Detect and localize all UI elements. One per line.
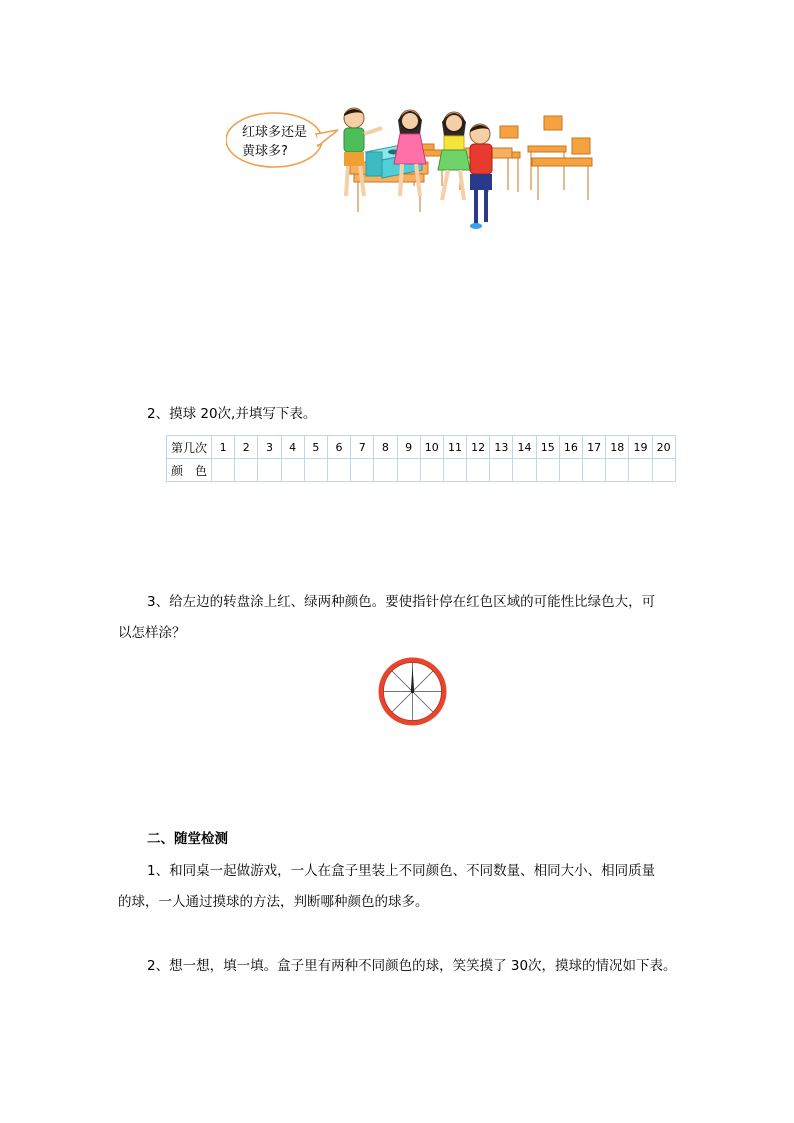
table-cell: 4 [281, 436, 304, 459]
child-girl-pink [394, 110, 426, 196]
table-cell: 11 [443, 436, 466, 459]
empty-cell[interactable] [443, 459, 466, 482]
section-2-q2: 2、想一想，填一填。盒子里有两种不同颜色的球，笑笑摸了 30次，摸球的情况如下表。 [147, 958, 677, 974]
empty-cell[interactable] [606, 459, 629, 482]
table-cell: 19 [629, 436, 652, 459]
task-3-line-2: 以怎样涂？ [118, 625, 186, 641]
empty-cell[interactable] [235, 459, 258, 482]
empty-cell[interactable] [467, 459, 490, 482]
table-row [167, 459, 676, 482]
table-cell: 2 [235, 436, 258, 459]
section-2-q1-line-1: 1、和同桌一起做游戏，一人在盒子里装上不同颜色、不同数量、相同大小、相同质量 [147, 863, 656, 879]
table-cell: 13 [490, 436, 513, 459]
row-header-trial: 第几次 [167, 436, 212, 459]
table-cell: 16 [559, 436, 582, 459]
empty-cell[interactable] [629, 459, 652, 482]
empty-cell[interactable] [583, 459, 606, 482]
task-3-line-1: 3、给左边的转盘涂上红、绿两种颜色。要使指针停在红色区域的可能性比绿色大，可 [147, 594, 656, 610]
table-cell: 9 [397, 436, 420, 459]
empty-cell[interactable] [490, 459, 513, 482]
table-cell: 1 [212, 436, 235, 459]
spinner-wheel[interactable] [375, 654, 450, 729]
empty-cell[interactable] [536, 459, 559, 482]
empty-cell[interactable] [351, 459, 374, 482]
bubble-line-1: 红球多还是 [242, 125, 308, 140]
children-classroom-illustration [226, 104, 606, 232]
empty-cell[interactable] [281, 459, 304, 482]
table-cell: 14 [513, 436, 536, 459]
section-2-heading: 二、随堂检测 [147, 831, 228, 847]
task-2-instruction: 2、摸球 20次,并填写下表。 [147, 406, 317, 422]
table-row [167, 436, 676, 459]
empty-cell[interactable] [559, 459, 582, 482]
table-cell: 10 [420, 436, 443, 459]
row-header-color: 颜 色 [167, 459, 212, 482]
empty-cell[interactable] [513, 459, 536, 482]
section-2-q1-line-2: 的球，一人通过摸球的方法，判断哪种颜色的球多。 [118, 894, 429, 910]
table-cell: 18 [606, 436, 629, 459]
speech-bubble [226, 113, 338, 167]
bubble-line-2: 黄球多? [242, 144, 288, 159]
empty-cell[interactable] [258, 459, 281, 482]
child-girl-yellow [438, 112, 470, 200]
child-boy-red [470, 124, 492, 229]
table-cell: 7 [351, 436, 374, 459]
empty-cell[interactable] [652, 459, 675, 482]
empty-cell[interactable] [397, 459, 420, 482]
empty-cell[interactable] [327, 459, 350, 482]
empty-cell[interactable] [374, 459, 397, 482]
empty-cell[interactable] [304, 459, 327, 482]
empty-cell[interactable] [212, 459, 235, 482]
table-cell: 20 [652, 436, 675, 459]
table-cell: 12 [467, 436, 490, 459]
tally-table [166, 435, 676, 482]
empty-cell[interactable] [420, 459, 443, 482]
table-cell: 3 [258, 436, 281, 459]
table-cell: 15 [536, 436, 559, 459]
table-cell: 17 [583, 436, 606, 459]
table-cell: 6 [327, 436, 350, 459]
table-cell: 8 [374, 436, 397, 459]
table-cell: 5 [304, 436, 327, 459]
